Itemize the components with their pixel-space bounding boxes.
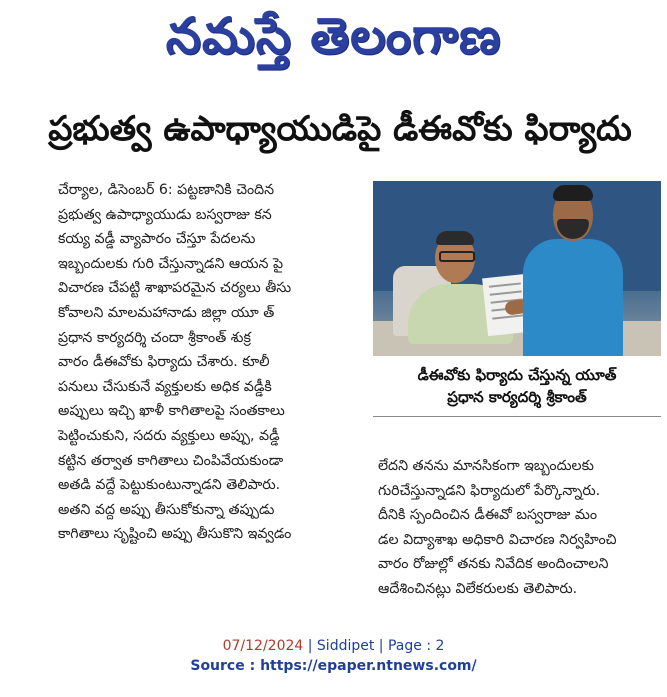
article-body-left-column: [58, 178, 366, 547]
body-line: చేర్యాల, డిసెంబర్ 6: పట్టణానికి చెందిన: [58, 182, 275, 198]
body-line: కట్టిన తర్వాత కాగితాలు చింపివేయకుండా: [58, 452, 284, 469]
body-line: కయ్య వడ్డీ వ్యాపారం చేస్తూ పేదలను: [58, 231, 256, 248]
body-line: కాగితాలు సృష్టించి అప్పు తీసుకొని ఇవ్వడం: [58, 526, 292, 543]
photo-complainant-body: [523, 239, 623, 356]
body-line: పెట్టించుకుని, సదరు వ్యక్తులు అప్పు, వడ్డీ: [58, 427, 280, 444]
body-line: ఇబ్బందులకు గురి చేస్తున్నాడని ఆయన పై: [58, 255, 284, 272]
footer-source[interactable]: Source : https://epaper.ntnews.com/: [190, 658, 477, 674]
article-body-right-column: [378, 454, 660, 602]
caption-line-2: ప్రధాన కార్యదర్శి శ్రీకాంత్: [447, 388, 587, 406]
footer-date: 07/12/2024: [222, 638, 304, 654]
footer-separator: |: [303, 638, 317, 654]
article-headline: [20, 102, 660, 164]
masthead-title: నమస్తే తెలంగాణ: [165, 6, 502, 65]
body-line: అతని వద్ద అప్పు తీసుకోకున్నా తప్పుడు: [58, 501, 275, 518]
photo-official-hair: [436, 231, 474, 245]
body-line: ఆదేశించినట్లు విలేకరులకు తెలిపారు.: [378, 580, 578, 597]
caption-line-1: డీఈవోకు ఫిర్యాదు చేస్తున్న యూత్: [417, 366, 617, 384]
body-line: దీనికి స్పందించిన డీఈవో బస్వరాజు మం: [378, 507, 598, 524]
photo-complainant-hair: [553, 185, 593, 201]
body-line: అప్పులు ఇచ్చి ఖాళీ కాగితాలపై సంతకాలు: [58, 403, 285, 420]
body-line: గురిచేస్తున్నాడని ఫిర్యాదులో పేర్కొన్నారు.: [378, 482, 601, 499]
body-line: వారం డీఈవోకు ఫిర్యాదు చేశారు. కూలీ: [58, 354, 270, 371]
body-line: అతడి వద్దే పెట్టుకుంటున్నాడని తెలిపారు.: [58, 477, 281, 494]
newspaper-masthead: [0, 2, 667, 82]
body-line: విచారణ చేపట్టి శాఖాపరమైన చర్యలు తీసు: [58, 280, 292, 297]
footer-meta: [223, 636, 445, 656]
body-line: పనులు చేసుకునే వ్యక్తులకు అధిక వడ్డీకి: [58, 378, 272, 395]
page-footer: [0, 636, 667, 676]
body-line: ప్రభుత్వ ఉపాధ్యాయుడు బస్వరాజు కన: [58, 206, 272, 223]
article-photo: [373, 181, 661, 356]
body-line: ప్రధాన కార్యదర్శి చందా శ్రీకాంత్ శుక్ర: [58, 329, 251, 346]
footer-separator: |: [374, 638, 388, 654]
footer-edition: Siddipet: [316, 638, 375, 654]
body-line: లేదని తనను మానసికంగా ఇబ్బందులకు: [378, 458, 594, 474]
footer-page: Page : 2: [387, 638, 445, 654]
photo-caption: [373, 356, 661, 417]
photo-glasses: [439, 251, 475, 262]
headline-text: ప్రభుత్వ ఉపాధ్యాయుడిపై డీఈవోకు ఫిర్యాదు: [48, 109, 632, 149]
body-line: డల విద్యాశాఖ అధికారి విచారణ నిర్వహించి: [378, 531, 617, 548]
body-line: కోవాలని మాలమహానాడు జిల్లా యూ త్: [58, 304, 275, 321]
body-line: వారం రోజుల్లో తనకు నివేదిక అందించాలని: [378, 556, 609, 573]
